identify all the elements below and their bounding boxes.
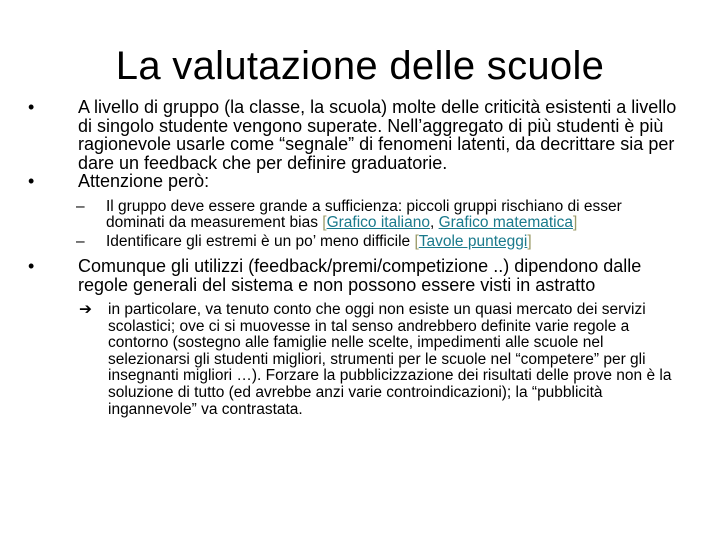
link-grafico-italiano[interactable]: Grafico italiano [326, 214, 430, 231]
bullet-item-attention [28, 171, 690, 191]
bracket-close: ] [527, 232, 532, 250]
sub-item-group-size [76, 197, 666, 232]
bullet-icon: • [28, 171, 35, 191]
bracket-open: [ [414, 232, 419, 250]
dash-icon: – [76, 197, 85, 215]
sub-text: Il gruppo deve essere grande a sufficienza: piccoli gruppi rischiano di esser dominati da measurement bias [106, 197, 622, 231]
sub-item-extremes [76, 232, 666, 251]
separator: , [429, 214, 439, 231]
bullet-text: Attenzione però: [78, 171, 210, 191]
arrow-note [79, 301, 688, 418]
bullet-text: A livello di gruppo (la classe, la scuola) molte delle criticità esistenti a livello di singolo studente vengono superate. Nell’aggregato di più studenti è più ragionevole usarle come “segnale” di fenomeni latenti, da decrittare sia per dare un feedback che per definire graduatorie. [78, 97, 677, 173]
slide-body [0, 98, 720, 418]
note-text: in particolare, va tenuto conto che oggi non esiste un quasi mercato dei servizi scolastici; ove ci si muovesse in tal senso andrebbero definite varie regole a contorno (sostegno alle famiglie nelle scelte, impedimenti alle scuole nel selezionarsi gli studenti migliori, strumenti per le scuole nel “competere” per gli insegnanti migliori …). Forzare la pubblicizzazione dei risultati delle prove non è la soluzione di tutto (ed avrebbe anzi varie controindicazioni); la “pubblicità ingannevole” va contrastata. [108, 301, 672, 418]
bullet-item-uses [28, 256, 690, 295]
sub-text: Identificare gli estremi è un po’ meno difficile [106, 232, 415, 250]
bullet-item-group-level [28, 97, 690, 173]
bullet-text: Comunque gli utilizzi (feedback/premi/competizione ..) dipendono dalle regole generali del sistema e non possono essere visti in astratto [78, 256, 642, 295]
link-tavole-punteggi[interactable]: Tavole punteggi [418, 232, 528, 250]
bracket-open: [ [322, 214, 327, 231]
bullet-icon: • [28, 256, 35, 276]
dash-icon: – [76, 232, 85, 250]
link-grafico-matematica[interactable]: Grafico matematica [438, 214, 573, 231]
bullet-icon: • [28, 97, 35, 117]
bracket-close: ] [572, 214, 578, 231]
arrow-right-icon: ➔ [79, 301, 92, 318]
slide-title: La valutazione delle scuole [115, 44, 605, 88]
